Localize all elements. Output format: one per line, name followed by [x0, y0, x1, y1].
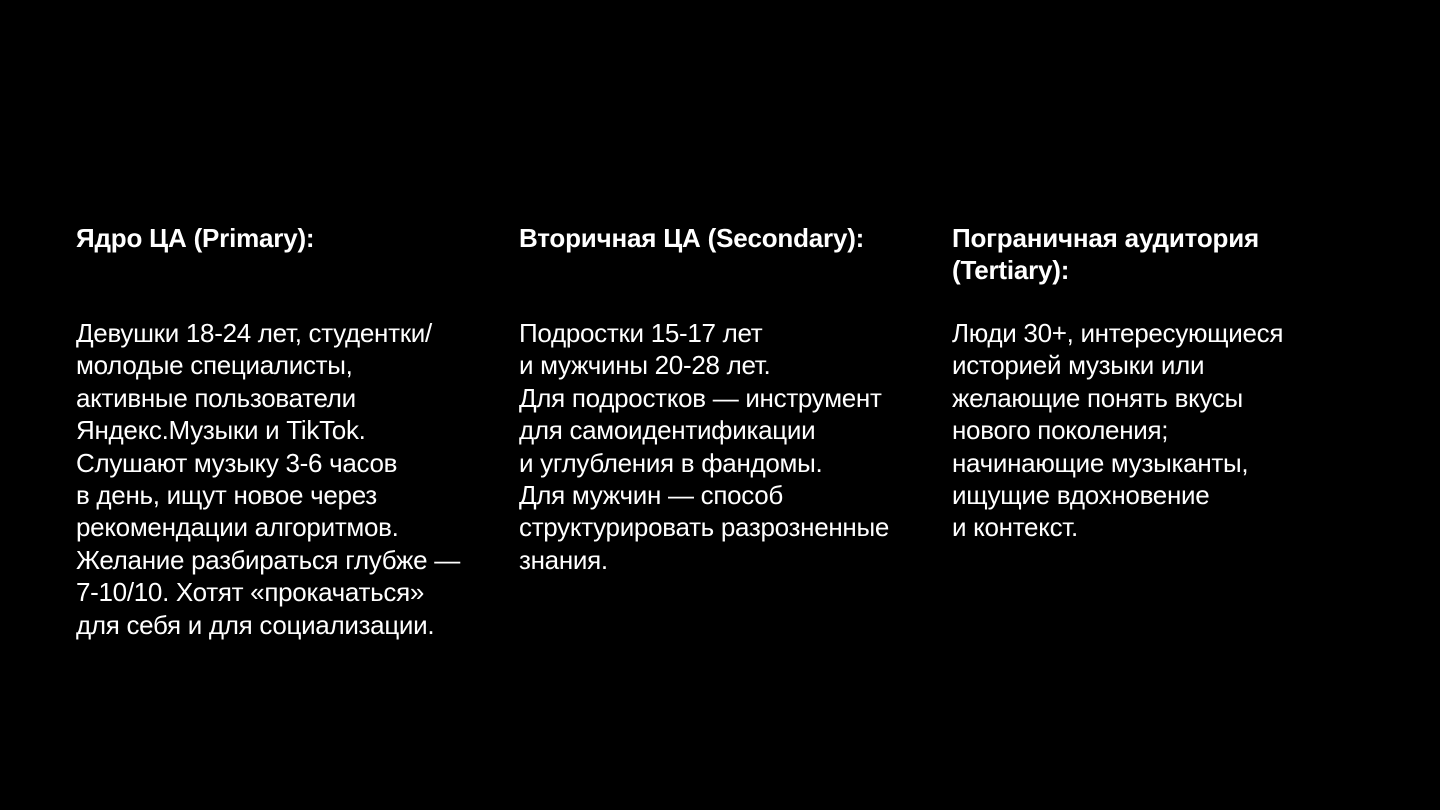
body-line: в день, ищут новое через	[76, 480, 377, 511]
column-body	[76, 317, 460, 641]
body-line: начинающие музыканты,	[952, 447, 1249, 478]
audience-column-secondary	[519, 222, 939, 575]
body-line: Слушают музыку 3-6 часов	[76, 447, 398, 478]
audience-column-tertiary	[952, 222, 1372, 543]
heading-line: Вторичная ЦА (Secondary):	[519, 223, 865, 253]
body-line: для самоидентификации	[519, 415, 816, 446]
body-line: 7-10/10. Хотят «прокачаться»	[76, 577, 425, 608]
body-line: Для мужчин — способ	[519, 480, 783, 511]
body-line: Подростки 15-17 лет	[519, 318, 763, 348]
body-line: нового поколения;	[952, 415, 1169, 446]
body-line: активные пользователи	[76, 382, 356, 413]
heading-line: Пограничная аудитория	[952, 223, 1259, 253]
body-line: рекомендации алгоритмов.	[76, 512, 399, 543]
body-line: Девушки 18-24 лет, студентки/	[76, 318, 432, 348]
column-heading	[76, 222, 496, 254]
column-heading	[519, 222, 939, 254]
heading-line: (Tertiary):	[952, 255, 1070, 285]
audience-column-primary	[76, 222, 496, 640]
body-line: Желание разбираться глубже —	[76, 544, 460, 575]
body-line: и углубления в фандомы.	[519, 447, 823, 478]
body-line: структурировать разрозненные	[519, 512, 890, 543]
body-line: Яндекс.Музыки и TikTok.	[76, 415, 366, 446]
body-line: и мужчины 20-28 лет.	[519, 350, 771, 381]
body-line: ищущие вдохновение	[952, 480, 1210, 511]
column-body	[519, 317, 889, 576]
body-line: Для подростков — инструмент	[519, 382, 882, 413]
column-heading	[952, 222, 1372, 286]
body-line: знания.	[519, 544, 608, 575]
column-body	[952, 317, 1283, 544]
body-line: и контекст.	[952, 512, 1078, 543]
body-line: историей музыки или	[952, 350, 1205, 381]
body-line: для себя и для социализации.	[76, 609, 435, 640]
body-line: молодые специалисты,	[76, 350, 353, 381]
body-line: желающие понять вкусы	[952, 382, 1243, 413]
body-line: Люди 30+, интересующиеся	[952, 318, 1284, 348]
heading-line: Ядро ЦА (Primary):	[76, 223, 315, 253]
